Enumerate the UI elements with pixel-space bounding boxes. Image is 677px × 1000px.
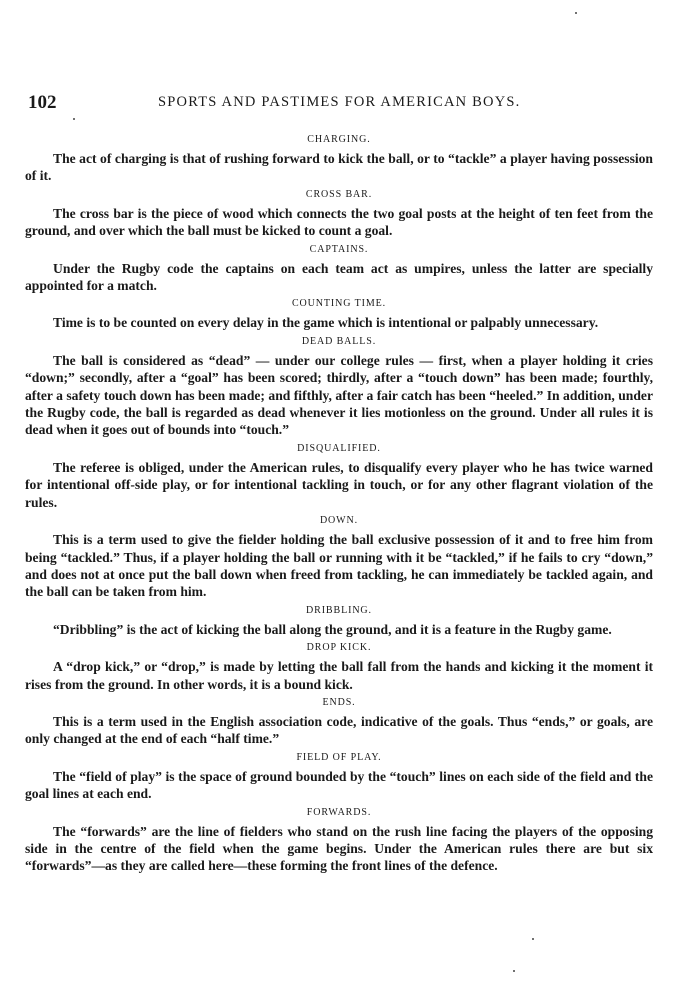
entry-body: The “forwards” are the line of fielders who stand on the rush line facing the players of the opposing side in the centre of the field when the game begins. Under the American rules there are but six “forwards”—as they are called here—these forming the front lines of the defence. [25, 823, 653, 874]
entry-dead-balls [25, 336, 653, 439]
entry-counting-time [25, 298, 653, 331]
entry-heading: DISQUALIFIED. [297, 442, 381, 454]
print-speck [73, 118, 75, 120]
entry-body: This is a term used to give the fielder holding the ball exclusive possession of it and to free him from being “tackled.” Thus, if a player holding the ball or running with it be “tackled,” if he fails to cry “down,” and does not at once put the ball down when freed from tackling, he can immediately be tackled again, and the ball can be taken from him. [25, 532, 653, 600]
entry-heading: DEAD BALLS. [301, 335, 377, 347]
entry-forwards [25, 807, 653, 875]
print-speck [575, 12, 577, 14]
entry-heading: FORWARDS. [306, 806, 372, 818]
entry-heading: DROP KICK. [306, 642, 372, 654]
entry-dribbling [25, 605, 653, 638]
entry-body: The referee is obliged, under the American rules, to disqualify every player who he has twice warned for intentional off-side play, or for intentional tackling in touch, or for any other flagrant violation of the rules. [25, 459, 653, 510]
glossary-entries [25, 134, 653, 879]
entry-drop-kick [25, 642, 653, 693]
entry-body: This is a term used in the English association code, indicative of the goals. Thus “ends,” or goals, are only changed at the end of each “half time.” [25, 713, 653, 747]
entry-body: The act of charging is that of rushing forward to kick the ball, or to “tackle” a player having possession of it. [25, 151, 653, 184]
running-head: SPORTS AND PASTIMES FOR AMERICAN BOYS. [158, 94, 521, 110]
print-speck [513, 970, 515, 972]
entry-captains [25, 244, 653, 295]
print-speck [532, 938, 534, 940]
entry-body: The ball is considered as “dead” — under our college rules — first, when a player holding it cries “down;” secondly, after a “goal” has been scored; thirdly, after a “touch down” has been made; fourthly, after a safety touch down has been made; and fifthly, after a fair catch has been “heeled.” In addition, under the Rugby code, the ball is regarded as dead whenever it lies motionless on the ground. Under all rules it is dead when it goes out of bounds into “touch.” [25, 352, 653, 438]
entry-body: The “field of play” is the space of ground bounded by the “touch” lines on each side of the field and the goal lines at each end. [25, 768, 653, 802]
entry-heading: CHARGING. [307, 134, 371, 145]
entry-heading: DOWN. [319, 515, 359, 527]
entry-heading: DRIBBLING. [306, 604, 372, 616]
entry-charging [25, 134, 653, 185]
entry-body: The cross bar is the piece of wood which connects the two goal posts at the height of ten feet from the ground, and over which the ball must be kicked to count a goal. [25, 205, 653, 239]
entry-down [25, 515, 653, 601]
page-number: 102 [28, 92, 57, 113]
entry-body: Time is to be counted on every delay in the game which is intentional or palpably unnecessary. [53, 315, 599, 331]
entry-heading: COUNTING TIME. [291, 298, 387, 310]
entry-body: “Dribbling” is the act of kicking the ball along the ground, and it is a feature in the Rugby game. [53, 621, 612, 637]
entry-cross-bar [25, 189, 653, 240]
entry-heading: FIELD OF PLAY. [296, 751, 382, 763]
entry-body: A “drop kick,” or “drop,” is made by letting the ball fall from the hands and kicking it the moment it rises from the ground. In other words, it is a bound kick. [25, 659, 653, 692]
page-header [28, 92, 658, 116]
entry-ends [25, 697, 653, 748]
entry-heading: ENDS. [322, 696, 356, 708]
entry-field-of-play [25, 752, 653, 803]
entry-body: Under the Rugby code the captains on each team act as umpires, unless the latter are specially appointed for a match. [25, 260, 653, 294]
entry-heading: CROSS BAR. [305, 188, 373, 200]
entry-heading: CAPTAINS. [309, 243, 369, 255]
entry-disqualified [25, 443, 653, 511]
